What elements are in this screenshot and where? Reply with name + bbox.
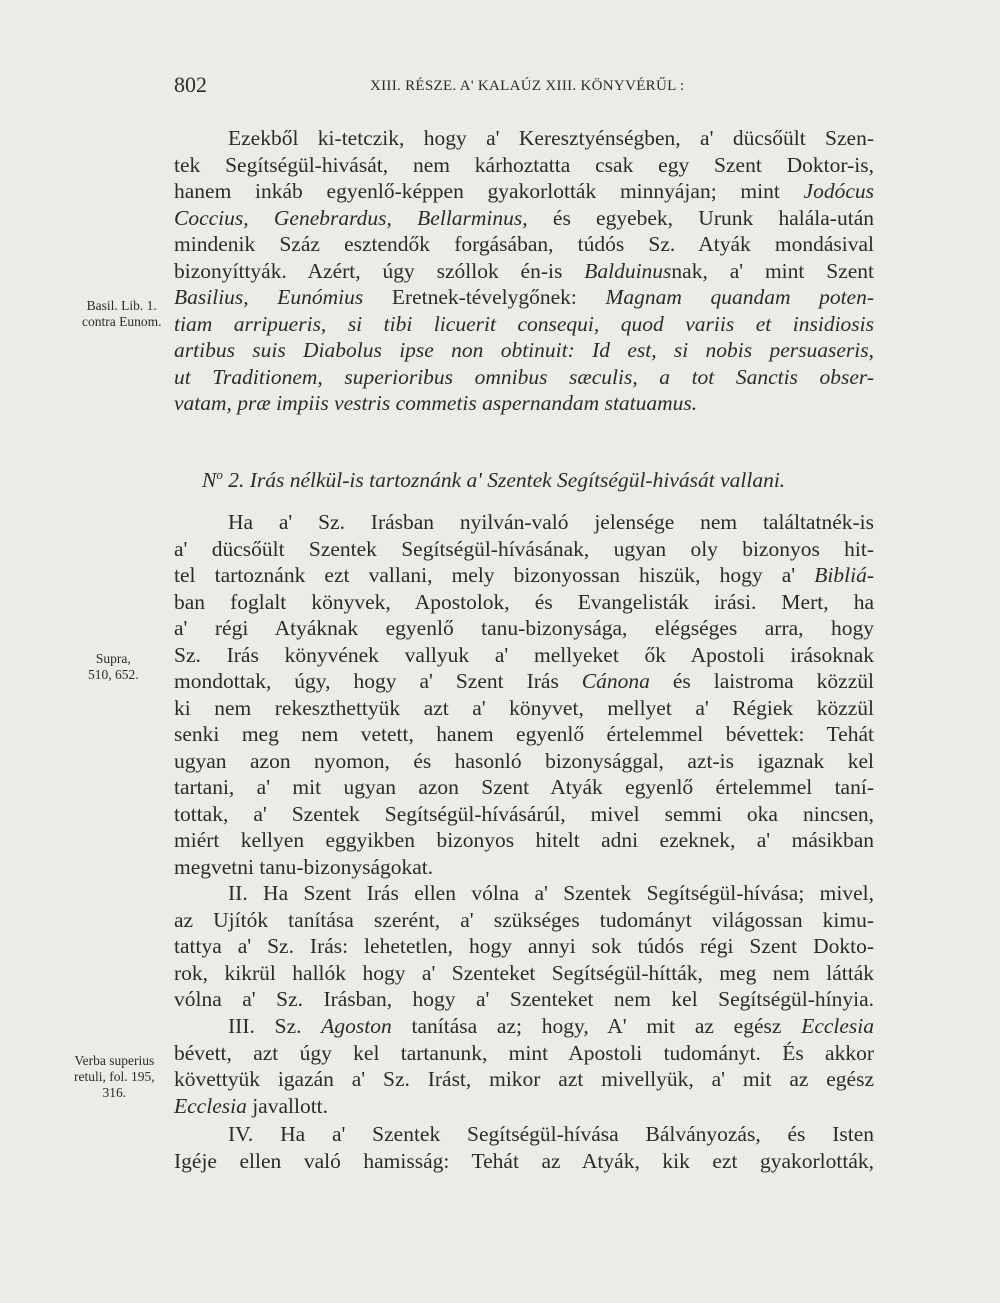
text-line: vatam, præ impiis vestris commetis aspernandam statuamus. (174, 391, 698, 415)
running-head (0, 72, 1000, 102)
text-line: III. Sz. Agoston tanítása az; hogy, A' mit az egész Ecclesia (228, 1014, 875, 1038)
text-line: Ha a' Sz. Irásban nyilván-való jelensége nem találtatnék-is (228, 510, 874, 534)
section-heading: $N^o$ 2. Irás nélkül-is tartoznánk a' Szentek Segítségül-hivását vallani. (202, 467, 786, 493)
text-line: mondottak, úgy, hogy a' Szent Irás Cánona és laistroma közzül (174, 669, 874, 693)
margin-note-supra: Supra, 510, 652. (88, 651, 139, 682)
margin-note-verba: Verba superius retuli, fol. 195, 316. (74, 1053, 155, 1100)
text-line: mindenik Száz esztendők forgásában, túdós Sz. Atyák mondásival (174, 232, 874, 256)
text-line: Igéje ellen való hamisság: Tehát az Atyák, kik ezt gyakorlották, (174, 1148, 874, 1173)
text-line: Basilius, Eunómius Eretnek-tévelygőnek: Magnam quandam poten- (174, 285, 875, 309)
text-line: rok, kikrül hallók hogy a' Szenteket Segítségül-hítták, meg nem látták (174, 960, 874, 985)
paragraph-intro (174, 125, 874, 417)
text-line: ut Traditionem, superioribus omnibus sæculis, a tot Sanctis obser- (174, 364, 874, 389)
text-line: tattya a' Sz. Irás: lehetetlen, hogy annyi sok túdós régi Szent Dokto- (174, 934, 874, 958)
text-line: miért kellyen eggyikben bizonyos hitelt adni ezeknek, a' másikban (174, 828, 874, 852)
text-line: Ezekből ki-tetczik, hogy a' Keresztyénségben, a' dücsőült Szen- (228, 126, 874, 150)
text-line: ban foglalt könyvek, Apostolok, és Evangelisták irási. Mert, ha (174, 589, 874, 614)
text-line: Coccius, Genebrardus, Bellarminus, és egyebek, Urunk halála-után (174, 205, 874, 230)
text-line: II. Ha Szent Irás ellen vólna a' Szentek Segítségül-hívása; mivel, (228, 881, 874, 905)
text-line: a' régi Atyáknak egyenlő tanu-bizonysága, elégséges arra, hogy (174, 616, 874, 640)
text-line: a' dücsőült Szentek Segítségül-hívásának, ugyan oly bizonyos hit- (174, 536, 874, 561)
text-line: vólna a' Sz. Irásban, hogy a' Szenteket nem kel Segítségül-hínyia. (174, 987, 874, 1011)
paragraph-iv (174, 1121, 874, 1174)
text-line: tel tartoznánk ezt vallani, mely bizonyossan hiszük, hogy a' Bibliá- (174, 563, 874, 587)
text-line: tiam arripueris, si tibi licuerit consequi, quod variis et insidiosis (174, 311, 874, 336)
paragraph-ii (174, 880, 874, 1013)
text-line: az Ujítók tanítása szerént, a' szükséges tudományt világossan kimu- (174, 907, 874, 932)
text-line: követtyük igazán a' Sz. Irást, mikor azt mivellyük, a' mit az egész (174, 1067, 874, 1091)
text-line: Sz. Irás könyvének vallyuk a' mellyeket ők Apostoli irásoknak (174, 642, 874, 667)
paragraph-iii (174, 1013, 874, 1119)
paragraph-main (174, 509, 874, 880)
text-line: ugyan azon nyomon, és hasonló bizonysággal, azt-is igaznak kel (174, 748, 874, 773)
text-line: bévett, azt úgy kel tartanunk, mint Apostoli tudományt. És akkor (174, 1040, 874, 1065)
text-line: hanem inkáb egyenlő-képpen gyakorlották minnyájan; mint Jodócus (174, 179, 874, 203)
text-line: megvetni tanu-bizonyságokat. (174, 854, 434, 879)
text-line: tottak, a' Szentek Segítségül-hívásárúl, mivel semmi oka nincsen, (174, 801, 874, 826)
text-line: artibus suis Diabolus ipse non obtinuit: Id est, si nobis persuaseris, (174, 338, 874, 362)
running-title: XIII. RÉSZE. A' KALAÚZ XIII. KÖNYVÉRŰL : (370, 78, 685, 94)
text-line: IV. Ha a' Szentek Segítségül-hívása Bálványozás, és Isten (228, 1122, 874, 1146)
text-line: tek Segítségül-hivását, nem kárhoztatta csak egy Szent Doktor-is, (174, 152, 874, 177)
text-line: senki meg nem vetett, hanem egyenlő értelemmel bévettek: Tehát (174, 722, 874, 746)
margin-note-basil: Basil. Lib. 1. contra Eunom. (82, 298, 162, 329)
text-line: tartani, a' mit ugyan azon Szent Atyák egyenlő értelemmel taní- (174, 775, 874, 799)
text-line: Ecclesia javallott. (174, 1093, 329, 1118)
text-line: bizonyíttyák. Azért, úgy szóllok én-is Balduinusnak, a' mint Szent (174, 258, 875, 283)
text-line: ki nem rekeszthettyük azt a' könyvet, mellyet a' Régiek közzül (174, 695, 874, 720)
page-number: 802 (174, 72, 207, 97)
